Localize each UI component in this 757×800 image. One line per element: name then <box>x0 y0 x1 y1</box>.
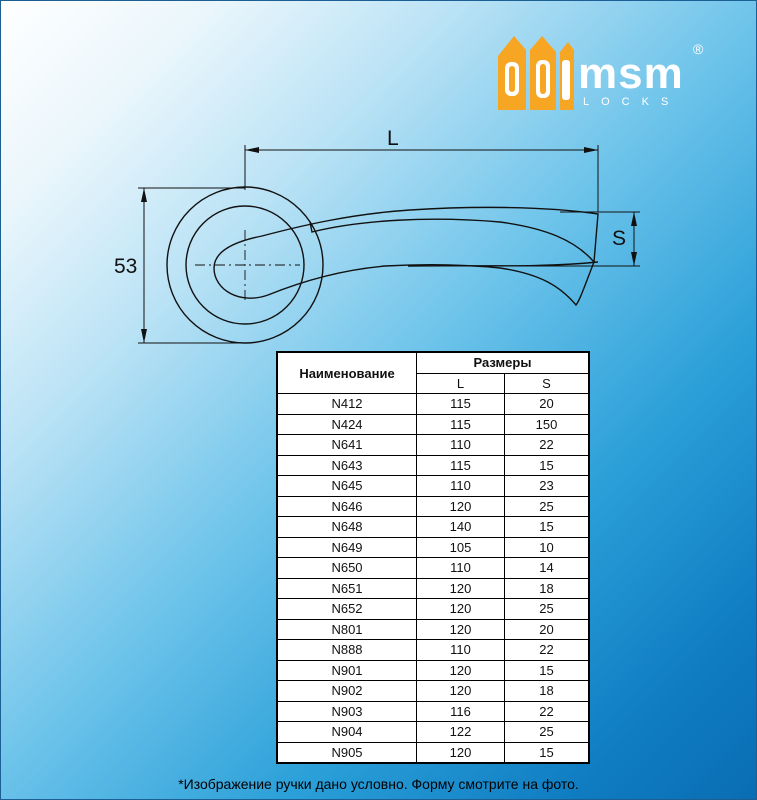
cell-l: 120 <box>417 742 505 763</box>
sizes-table <box>276 351 590 764</box>
lever-top-edge <box>310 219 594 262</box>
cell-name: N652 <box>277 599 417 620</box>
lever-outline <box>214 207 598 305</box>
cell-name: N412 <box>277 394 417 415</box>
cell-l: 120 <box>417 681 505 702</box>
cell-s: 10 <box>505 537 590 558</box>
cell-name: N901 <box>277 660 417 681</box>
cell-name: N424 <box>277 414 417 435</box>
cell-l: 110 <box>417 435 505 456</box>
table-row <box>277 660 589 681</box>
cell-name: N888 <box>277 640 417 661</box>
table-row <box>277 742 589 763</box>
cell-name: N651 <box>277 578 417 599</box>
cell-s: 15 <box>505 742 590 763</box>
cell-s: 25 <box>505 599 590 620</box>
table-row <box>277 578 589 599</box>
table-row <box>277 640 589 661</box>
cell-l: 122 <box>417 722 505 743</box>
cell-name: N641 <box>277 435 417 456</box>
cell-l: 120 <box>417 660 505 681</box>
cell-name: N905 <box>277 742 417 763</box>
cell-l: 110 <box>417 476 505 497</box>
table-row <box>277 394 589 415</box>
cell-s: 18 <box>505 578 590 599</box>
cell-l: 105 <box>417 537 505 558</box>
header-sizes: Размеры <box>417 352 590 373</box>
cell-name: N903 <box>277 701 417 722</box>
cell-s: 22 <box>505 701 590 722</box>
cell-name: N801 <box>277 619 417 640</box>
cell-l: 120 <box>417 619 505 640</box>
table-row <box>277 619 589 640</box>
header-col-s: S <box>505 373 590 394</box>
cell-name: N645 <box>277 476 417 497</box>
dimension-length-label: L <box>387 127 399 150</box>
cell-name: N902 <box>277 681 417 702</box>
cell-l: 115 <box>417 455 505 476</box>
handle-drawing <box>0 0 757 360</box>
table-row <box>277 537 589 558</box>
cell-l: 110 <box>417 558 505 579</box>
table-row <box>277 517 589 538</box>
cell-l: 120 <box>417 599 505 620</box>
header-col-l: L <box>417 373 505 394</box>
cell-s: 20 <box>505 394 590 415</box>
registered-mark: ® <box>693 41 704 57</box>
table-row <box>277 701 589 722</box>
brand-name: msm <box>578 49 684 98</box>
cell-name: N646 <box>277 496 417 517</box>
cell-l: 120 <box>417 496 505 517</box>
cell-name: N649 <box>277 537 417 558</box>
brand-subtitle: LOCKS <box>583 96 681 108</box>
footnote: *Изображение ручки дано условно. Форму смотрите на фото. <box>178 776 579 792</box>
table-row <box>277 435 589 456</box>
cell-s: 22 <box>505 640 590 661</box>
table-row <box>277 558 589 579</box>
cell-l: 110 <box>417 640 505 661</box>
cell-name: N904 <box>277 722 417 743</box>
cell-l: 116 <box>417 701 505 722</box>
cell-s: 18 <box>505 681 590 702</box>
cell-l: 120 <box>417 578 505 599</box>
table-row <box>277 414 589 435</box>
header-name: Наименование <box>277 352 417 394</box>
cell-l: 140 <box>417 517 505 538</box>
cell-s: 20 <box>505 619 590 640</box>
dimension-height-label: 53 <box>114 255 138 278</box>
cell-s: 150 <box>505 414 590 435</box>
table-row <box>277 681 589 702</box>
table-row <box>277 455 589 476</box>
cell-s: 25 <box>505 722 590 743</box>
cell-l: 115 <box>417 414 505 435</box>
cell-name: N650 <box>277 558 417 579</box>
cell-name: N648 <box>277 517 417 538</box>
cell-s: 22 <box>505 435 590 456</box>
cell-name: N643 <box>277 455 417 476</box>
table-row <box>277 476 589 497</box>
table-row <box>277 722 589 743</box>
cell-s: 15 <box>505 517 590 538</box>
table-row <box>277 496 589 517</box>
cell-s: 23 <box>505 476 590 497</box>
cell-s: 15 <box>505 455 590 476</box>
cell-s: 25 <box>505 496 590 517</box>
table-row <box>277 599 589 620</box>
cell-l: 115 <box>417 394 505 415</box>
cell-s: 14 <box>505 558 590 579</box>
cell-s: 15 <box>505 660 590 681</box>
dimension-width-label: S <box>612 227 627 250</box>
